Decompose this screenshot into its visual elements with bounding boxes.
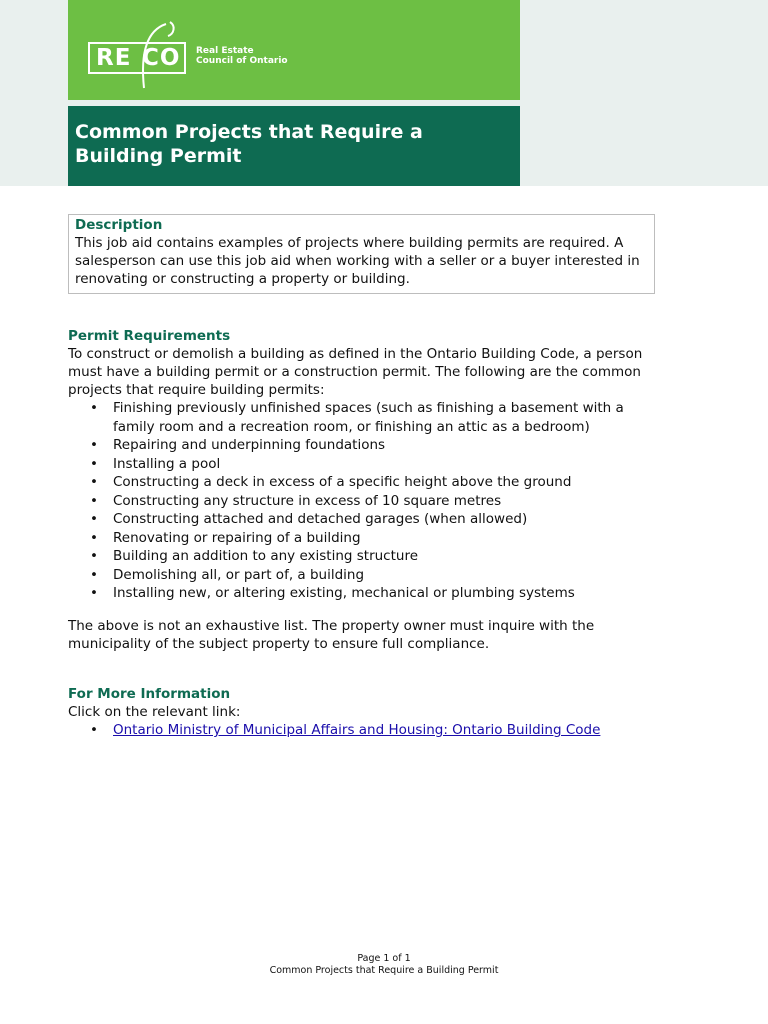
logo-line2: Council of Ontario [196,56,288,66]
list-item: • Constructing any structure in excess of 10 square metres [90,492,502,509]
bullet-icon: • [90,529,98,546]
list-item: • Finishing previously unfinished spaces (such as finishing a basement with a family room and a recreation room, or finishing an attic as a bedroom) [90,400,624,435]
list-item: • Renovating or repairing of a building [90,529,361,546]
permit-requirements-heading: Permit Requirements [68,328,231,344]
description-heading: Description [75,217,163,233]
bullet-icon: • [90,492,98,509]
permit-list [68,399,668,603]
logo-re: RE [96,45,132,71]
bullet-icon: • [90,585,98,601]
title-panel [68,106,520,186]
exhaustive-note: The above is not an exhaustive list. The property owner must inquire with the municipality of the subject property to ensure full compliance. [68,618,595,652]
more-info-intro: Click on the relevant link: [68,704,241,720]
bullet-icon: • [90,566,98,583]
list-item [68,721,668,740]
list-item: • Constructing a deck in excess of a specific height above the ground [90,474,572,490]
reco-logo [88,20,298,90]
link-list [68,721,668,740]
bullet-icon: • [90,548,98,564]
building-code-link[interactable]: Ontario Ministry of Municipal Affairs and Housing: Ontario Building Code [113,722,601,738]
bullet-icon: • [90,437,98,453]
permit-requirements-intro: To construct or demolish a building as defined in the Ontario Building Code, a person must have a building permit or a construction permit. The following are the common projects that require building permits: [68,346,643,398]
list-item: • Constructing attached and detached garages (when allowed) [90,511,528,527]
page-title: Common Projects that Require a Building Permit [75,121,423,167]
list-item: • Installing a pool [90,455,221,472]
bullet-icon: • [90,474,98,490]
bullet-icon: • [90,722,98,738]
note-section [68,617,628,653]
list-item: • Building an addition to any existing structure [90,548,419,564]
footer-title: Common Projects that Require a Building Permit [269,965,499,976]
bullet-icon: • [90,455,98,472]
more-info-section [68,686,668,740]
list-item: • Installing new, or altering existing, mechanical or plumbing systems [90,585,575,601]
description-text: This job aid contains examples of projects where building permits are required. A salesperson can use this job aid when working with a seller or a buyer interested in renovating or constructing a property or building. [75,235,640,287]
description-box [68,214,655,294]
page-footer [0,953,768,977]
bullet-icon: • [90,511,98,527]
more-info-heading: For More Information [68,686,231,702]
permit-requirements-section [68,328,668,603]
logo-line1: Real Estate [196,46,254,56]
logo-panel [68,0,520,100]
list-item: • Repairing and underpinning foundations [90,437,386,453]
logo-co: CO [142,45,181,71]
logo-box [88,42,186,74]
page-number: Page 1 of 1 [357,953,411,964]
bullet-icon: • [90,400,98,416]
list-item: • Demolishing all, or part of, a building [90,566,365,583]
